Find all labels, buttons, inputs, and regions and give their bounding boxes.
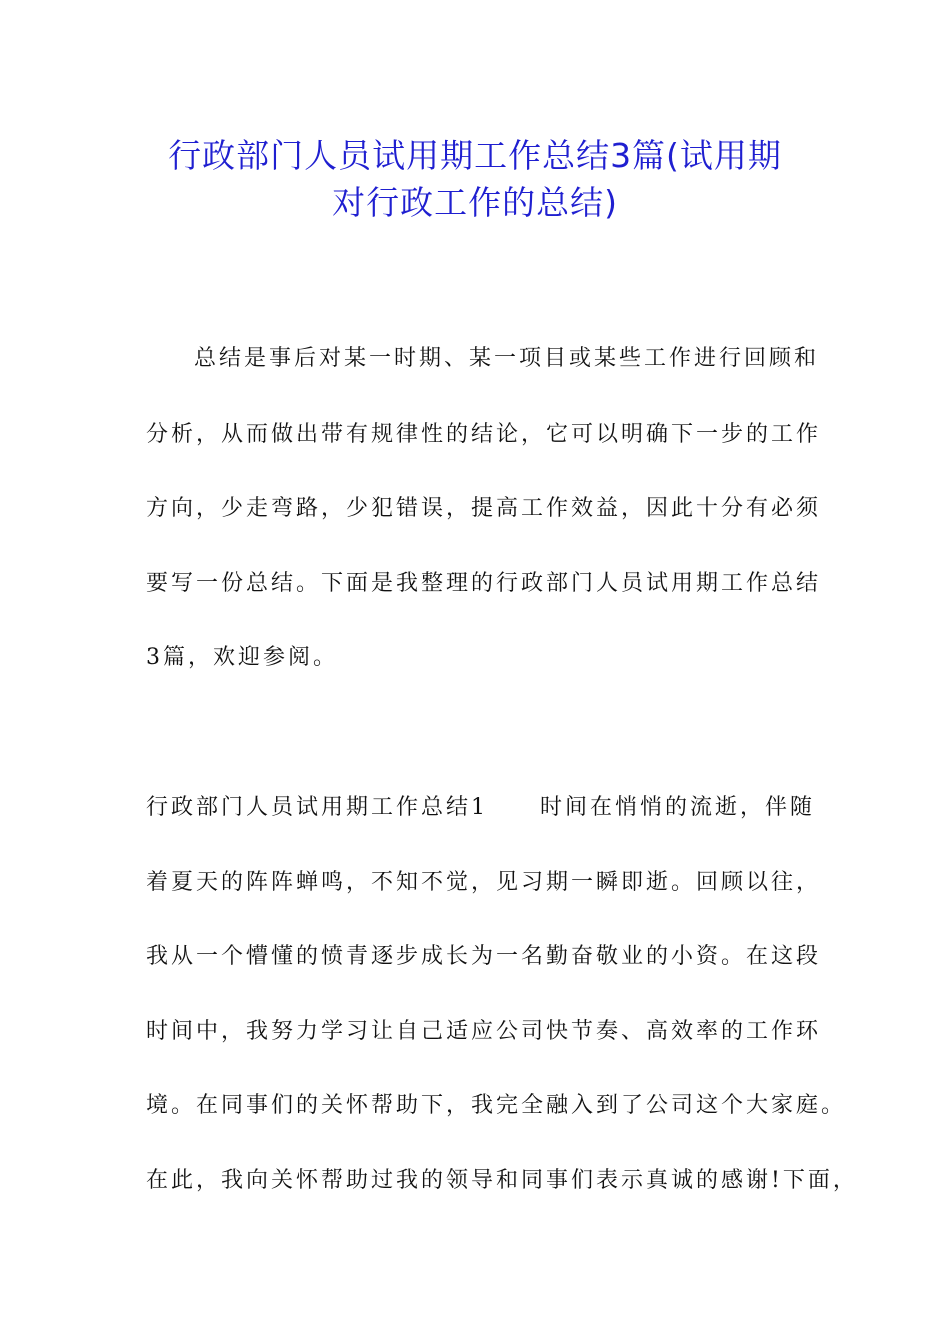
section-1-line-3: 我从一个懵懂的愤青逐步成长为一名勤奋敬业的小资。在这段 [146, 944, 822, 969]
section-1-opening-text: 时间在悄悄的流逝，伴随 [540, 795, 816, 820]
document-title-line-1: 行政部门人员试用期工作总结3篇(试用期 [168, 136, 782, 175]
intro-paragraph-line-3: 方向，少走弯路，少犯错误，提高工作效益，因此十分有必须 [146, 496, 822, 521]
section-1-line-6: 在此，我向关怀帮助过我的领导和同事们表示真诚的感谢!下面， [146, 1168, 858, 1193]
intro-paragraph-line-4: 要写一份总结。下面是我整理的行政部门人员试用期工作总结 [146, 571, 822, 596]
section-1-first-line [146, 793, 815, 823]
intro-paragraph-line-1: 总结是事后对某一时期、某一项目或某些工作进行回顾和 [194, 346, 820, 371]
section-1-line-5: 境。在同事们的关怀帮助下，我完全融入到了公司这个大家庭。 [146, 1093, 847, 1118]
intro-paragraph-line-5: 3篇，欢迎参阅。 [146, 645, 338, 670]
intro-paragraph-line-2: 分析，从而做出带有规律性的结论，它可以明确下一步的工作 [146, 422, 822, 447]
document-title-line-2: 对行政工作的总结) [332, 183, 618, 222]
section-1-line-4: 时间中，我努力学习让自己适应公司快节奏、高效率的工作环 [146, 1019, 822, 1044]
section-1-heading: 行政部门人员试用期工作总结1 [146, 795, 488, 820]
section-1-line-2: 着夏天的阵阵蝉鸣，不知不觉，见习期一瞬即逝。回顾以往， [146, 870, 822, 895]
